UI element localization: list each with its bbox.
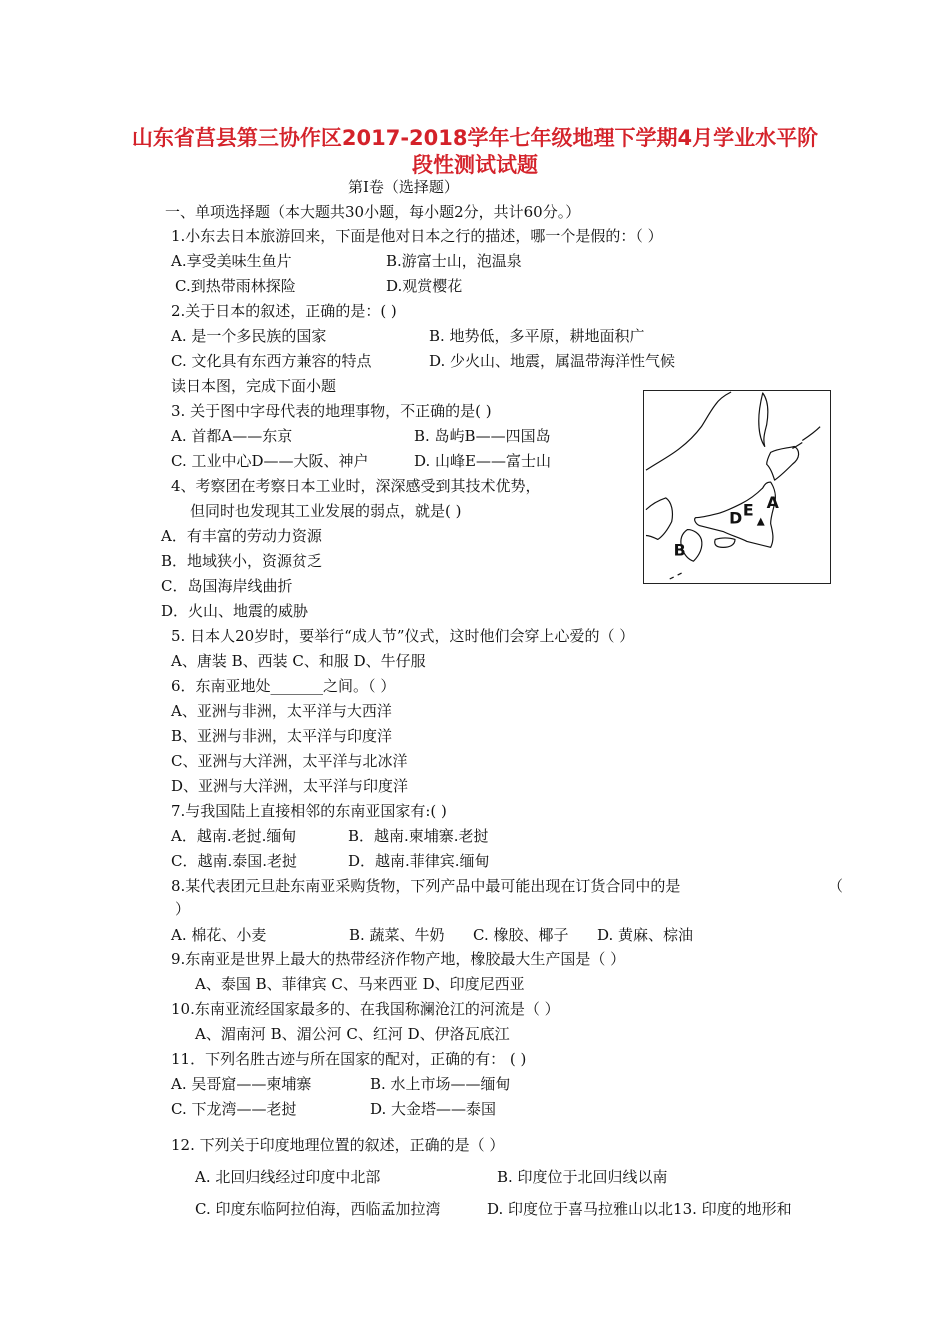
- q7-option-c: C．越南.泰国.老挝: [171, 852, 298, 870]
- q7-option-d: D．越南.菲律宾.缅甸: [348, 852, 490, 870]
- q4-option-a: A．有丰富的劳动力资源: [161, 527, 322, 545]
- q1-option-b: B.游富士山，泡温泉: [386, 252, 522, 270]
- question-6: 6．东南亚地处_______之间。（ ）: [171, 677, 396, 695]
- question-12: 12. 下列关于印度地理位置的叙述，正确的是（ ）: [171, 1136, 505, 1154]
- japan-map: [643, 390, 831, 584]
- map-label-a: A: [766, 492, 779, 512]
- question-3: 3. 关于图中字母代表的地理事物，不正确的是( ): [171, 402, 492, 420]
- sakhalin-island: [759, 393, 768, 446]
- map-instruction: 读日本图，完成下面小题: [171, 377, 337, 395]
- q12-option-c: C. 印度东临阿拉伯海，西临孟加拉湾: [195, 1200, 441, 1218]
- q3-option-c: C. 工业中心D——大阪、神户: [171, 452, 369, 470]
- q11-option-d: D. 大金塔——泰国: [370, 1100, 497, 1118]
- q3-option-a: A. 首都A——东京: [171, 427, 293, 445]
- q12-option-b: B. 印度位于北回归线以南: [497, 1168, 668, 1186]
- q2-option-a: A. 是一个多民族的国家: [171, 327, 327, 345]
- q7-option-a: A．越南.老挝.缅甸: [171, 827, 297, 845]
- map-label-d: D: [729, 508, 743, 528]
- q6-option-d: D、亚洲与大洋洲，太平洋与印度洋: [171, 777, 409, 795]
- q11-option-c: C. 下龙湾——老挝: [171, 1100, 297, 1118]
- map-label-e: E: [742, 500, 754, 520]
- q8-bracket-open: （: [828, 877, 844, 895]
- map-label-b: B: [673, 540, 686, 560]
- question-4-line1: 4、考察团在考察日本工业时，深深感受到其技术优势，: [171, 477, 541, 495]
- q7-option-b: B．越南.柬埔寨.老挝: [348, 827, 489, 845]
- document-title-line2: 段性测试试题: [412, 153, 538, 177]
- q8-option-c: C. 橡胶、椰子: [473, 926, 569, 944]
- kuril-islands: [792, 427, 820, 449]
- q3-option-b: B. 岛屿B——四国岛: [414, 427, 551, 445]
- document-title-line1: 山东省莒县第三协作区2017-2018学年七年级地理下学期4月学业水平阶: [131, 126, 819, 150]
- q8-option-d: D. 黄麻、棕油: [597, 926, 694, 944]
- q5-options: A、唐装 B、西装 C、和服 D、牛仔服: [171, 652, 426, 670]
- section-heading: 第Ⅰ卷（选择题）: [348, 178, 459, 196]
- q9-options: A、泰国 B、菲律宾 C、马来西亚 D、印度尼西亚: [195, 975, 525, 993]
- question-2: 2.关于日本的叙述，正确的是：( ): [171, 302, 397, 320]
- q8-option-a: A. 棉花、小麦: [171, 926, 267, 944]
- q10-options: A、湄南河 B、湄公河 C、红河 D、伊洛瓦底江: [195, 1025, 510, 1043]
- question-11: 11．下列名胜古迹与所在国家的配对，正确的有： ( ): [171, 1050, 527, 1068]
- q6-option-a: A、亚洲与非洲，太平洋与大西洋: [171, 702, 392, 720]
- q1-option-c: C.到热带雨林探险: [175, 277, 296, 295]
- question-4-line2: 但同时也发现其工业发展的弱点，就是( ): [190, 502, 462, 520]
- question-7: 7.与我国陆上直接相邻的东南亚国家有:( ): [171, 802, 447, 820]
- q4-option-d: D．火山、地震的威胁: [161, 602, 309, 620]
- question-5: 5. 日本人20岁时，要举行“成人节”仪式，这时他们会穿上心爱的（ ）: [171, 627, 635, 645]
- q2-option-b: B. 地势低，多平原，耕地面积广: [429, 327, 645, 345]
- mainland-coast: [646, 392, 731, 470]
- q4-option-b: B．地域狭小，资源贫乏: [161, 552, 323, 570]
- q1-option-d: D.观赏樱花: [386, 277, 463, 295]
- q8-bracket-close: ）: [175, 900, 191, 918]
- mount-fuji-triangle: [757, 518, 765, 526]
- q6-option-c: C、亚洲与大洋洲，太平洋与北冰洋: [171, 752, 408, 770]
- q4-option-c: C．岛国海岸线曲折: [161, 577, 293, 595]
- shikoku-island: [715, 538, 735, 547]
- q11-option-b: B. 水上市场——缅甸: [370, 1075, 511, 1093]
- part-heading: 一、单项选择题（本大题共30小题，每小题2分，共计60分。）: [165, 203, 581, 221]
- question-1: 1.小东去日本旅游回来，下面是他对日本之行的描述，哪一个是假的：（ ）: [171, 227, 663, 245]
- question-8: 8.某代表团元旦赴东南亚采购货物，下列产品中最可能出现在订货合同中的是: [171, 877, 681, 895]
- q11-option-a: A. 吴哥窟——柬埔寨: [171, 1075, 312, 1093]
- q1-option-a: A.享受美味生鱼片: [171, 252, 292, 270]
- q2-option-c: C. 文化具有东西方兼容的特点: [171, 352, 372, 370]
- southern-islands: [670, 573, 682, 579]
- q2-option-d: D. 少火山、地震，属温带海洋性气候: [429, 352, 676, 370]
- q8-option-b: B. 蔬菜、牛奶: [349, 926, 445, 944]
- question-9: 9.东南亚是世界上最大的热带经济作物产地，橡胶最大生产国是（ ）: [171, 950, 626, 968]
- korea-peninsula: [646, 498, 672, 540]
- q12-option-a: A. 北回归线经过印度中北部: [195, 1168, 381, 1186]
- q12-option-d: D. 印度位于喜马拉雅山以北13. 印度的地形和: [487, 1200, 792, 1218]
- question-10: 10.东南亚流经国家最多的、在我国称澜沧江的河流是（ ）: [171, 1000, 560, 1018]
- q3-option-d: D. 山峰E——富士山: [414, 452, 551, 470]
- japan-map-drawing: [644, 391, 830, 583]
- hokkaido-island: [767, 446, 799, 480]
- q6-option-b: B、亚洲与非洲，太平洋与印度洋: [171, 727, 393, 745]
